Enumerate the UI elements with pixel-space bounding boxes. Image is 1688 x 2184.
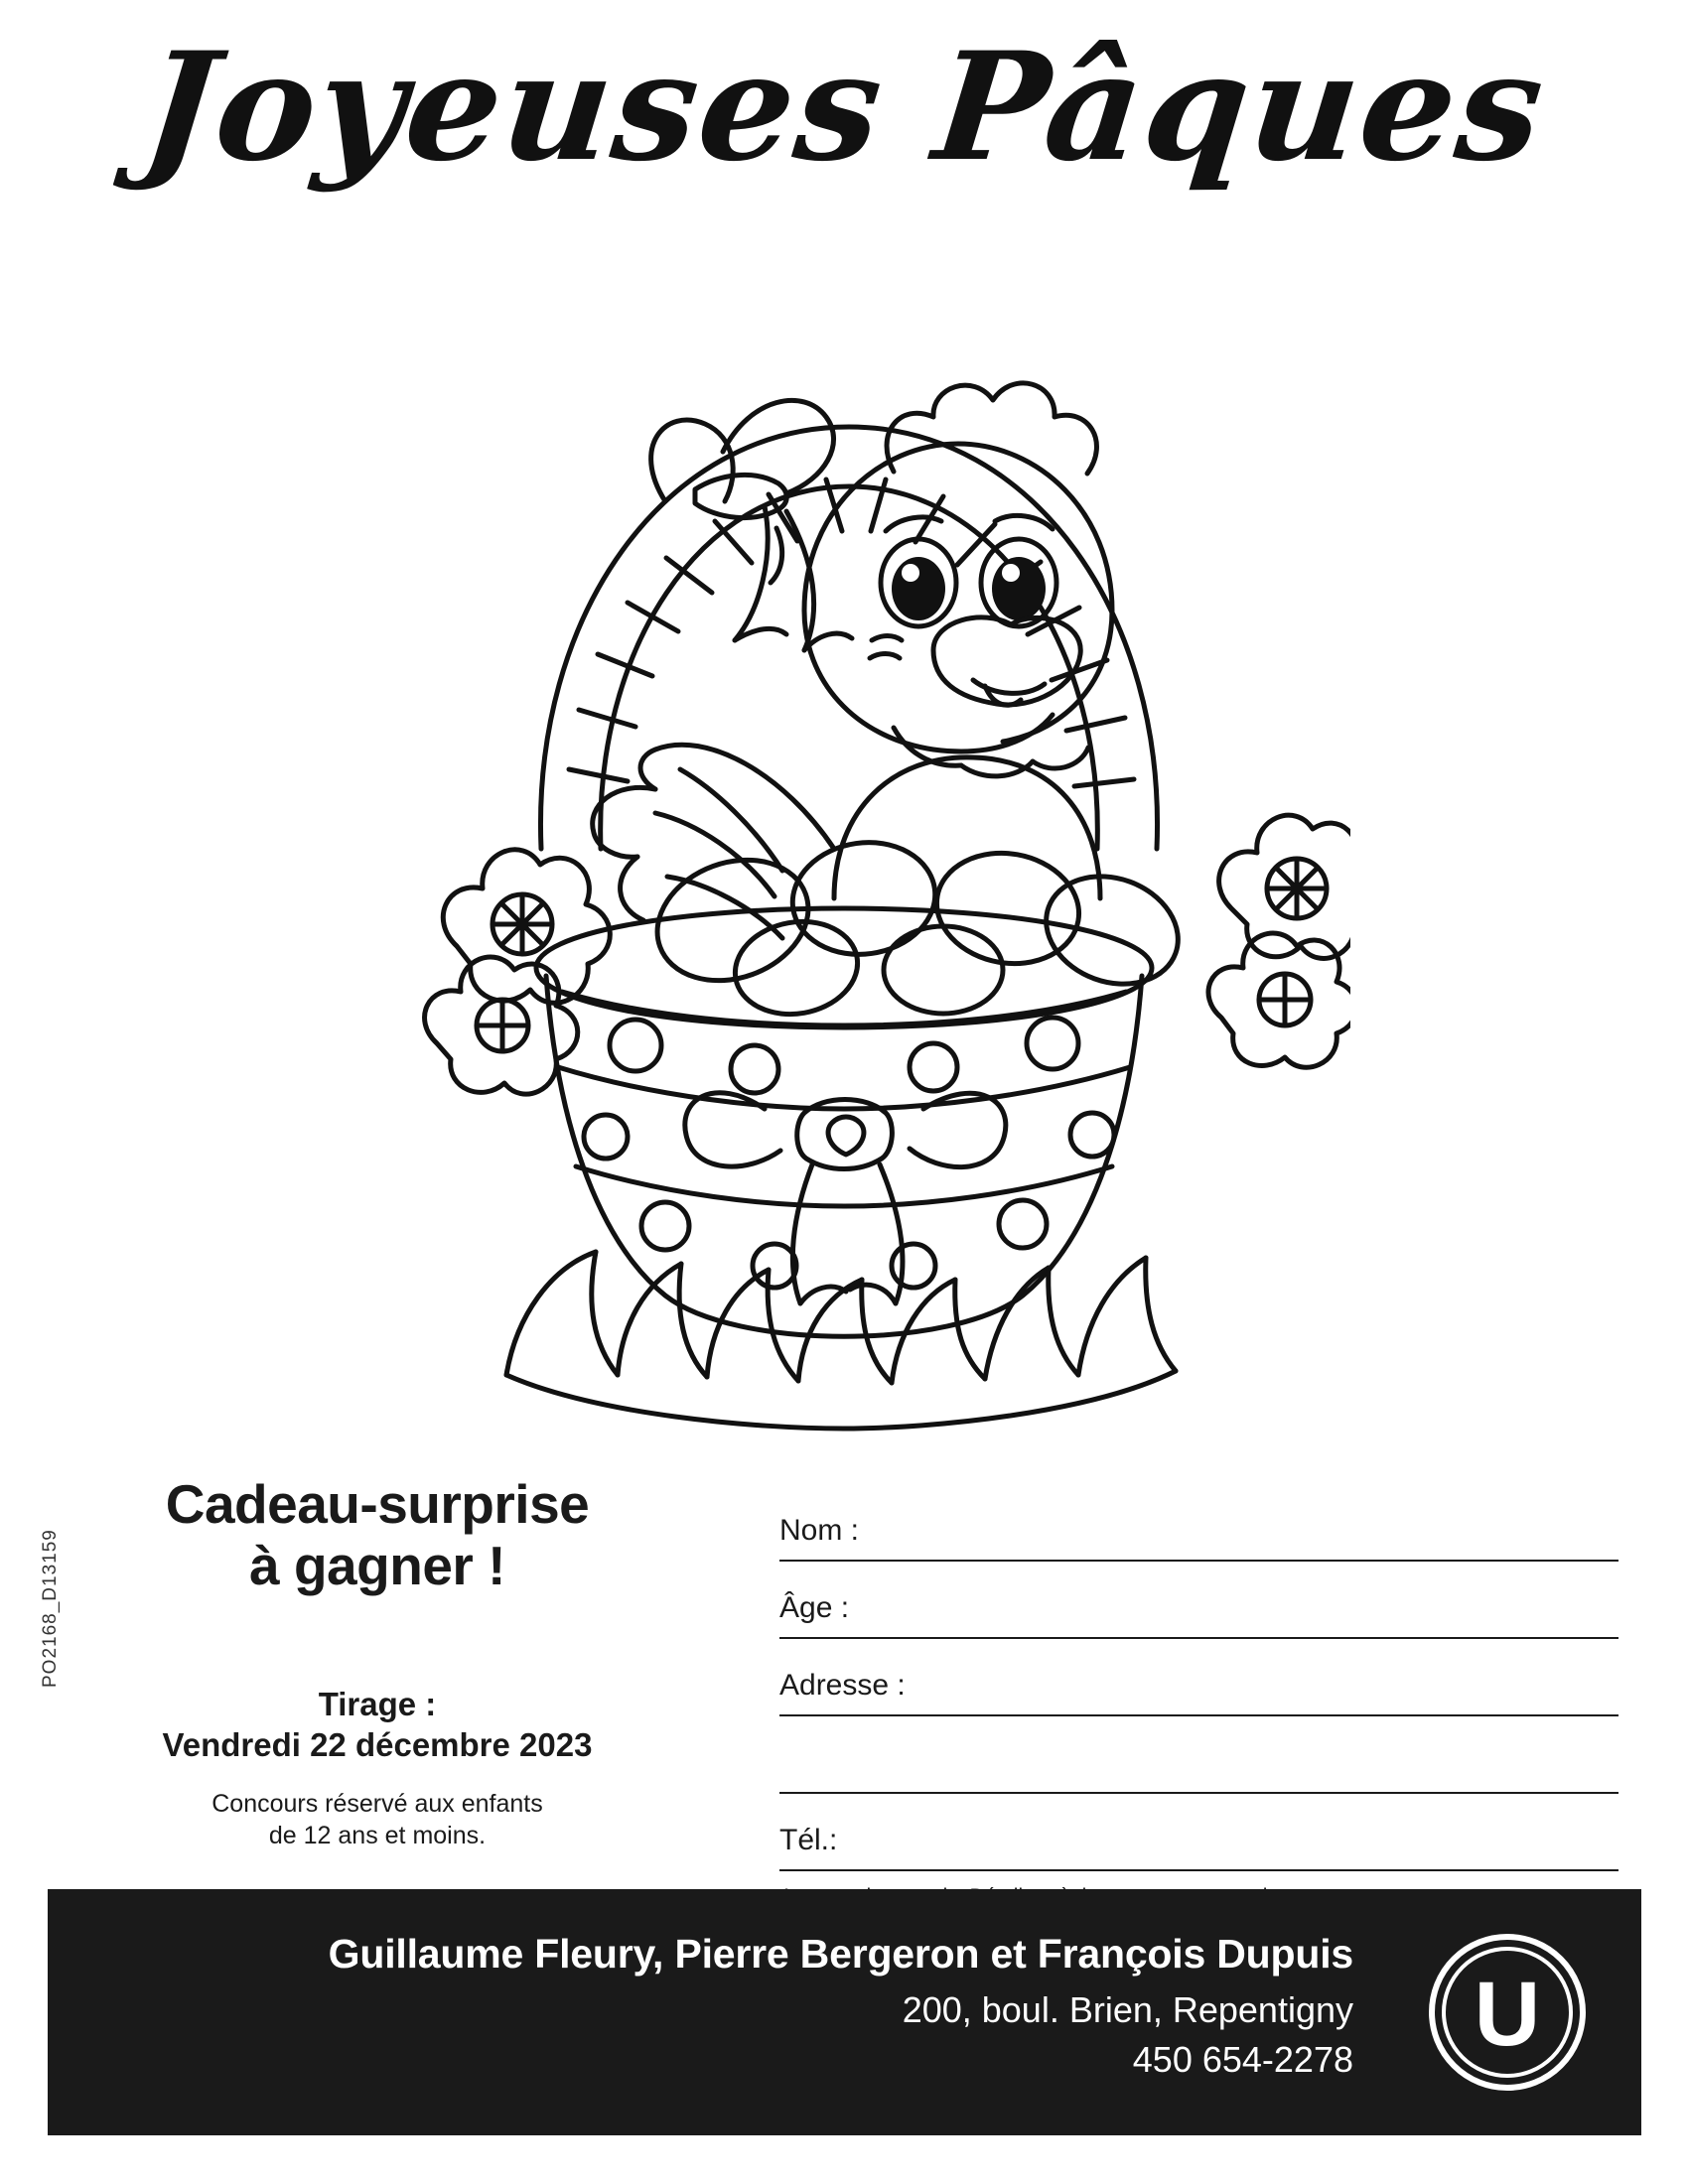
uniprix-u-logo	[1428, 1933, 1587, 2092]
form-label-tel: Tél.:	[779, 1824, 838, 1856]
form-field-nom[interactable]	[779, 1484, 1618, 1562]
draw-info	[94, 1684, 660, 1852]
footer-phone: 450 654-2278	[1132, 2039, 1353, 2080]
promo-headline-line2: à gagner !	[249, 1534, 505, 1596]
promo-headline-line1: Cadeau-surprise	[165, 1473, 590, 1535]
contest-rules	[94, 1788, 660, 1852]
draw-label: Tirage :	[318, 1686, 437, 1723]
form-field-adresse-line2[interactable]	[779, 1716, 1618, 1794]
document-code: PO2168_D13159	[40, 1529, 61, 1688]
logo-letter: U	[1474, 1964, 1541, 2065]
page-title	[0, 20, 1688, 195]
form-input-tel[interactable]	[779, 1869, 1618, 1871]
footer-contact	[107, 1931, 1353, 2081]
form-field-tel[interactable]	[779, 1794, 1618, 1871]
form-label-age: Âge :	[779, 1591, 850, 1624]
contest-rules-line1: Concours réservé aux enfants	[211, 1789, 543, 1818]
promo-headline	[94, 1474, 660, 1596]
draw-date: Vendredi 22 décembre 2023	[162, 1726, 593, 1764]
footer-owner-names: Guillaume Fleury, Pierre Bergeron et François Dupuis	[328, 1931, 1353, 1977]
easter-basket-illustration	[338, 213, 1350, 1444]
contest-rules-line2: de 12 ans et moins.	[268, 1822, 487, 1850]
entry-form	[779, 1484, 1618, 1909]
form-field-adresse[interactable]	[779, 1639, 1618, 1716]
form-field-age[interactable]	[779, 1562, 1618, 1639]
form-label-adresse: Adresse :	[779, 1669, 906, 1702]
footer-bar	[48, 1889, 1641, 2135]
footer-address: 200, boul. Brien, Repentigny	[902, 1989, 1353, 2030]
form-label-nom: Nom :	[779, 1514, 860, 1547]
promo-block	[94, 1474, 660, 1852]
page-title-text: Joyeuses Pâques	[135, 20, 1553, 195]
